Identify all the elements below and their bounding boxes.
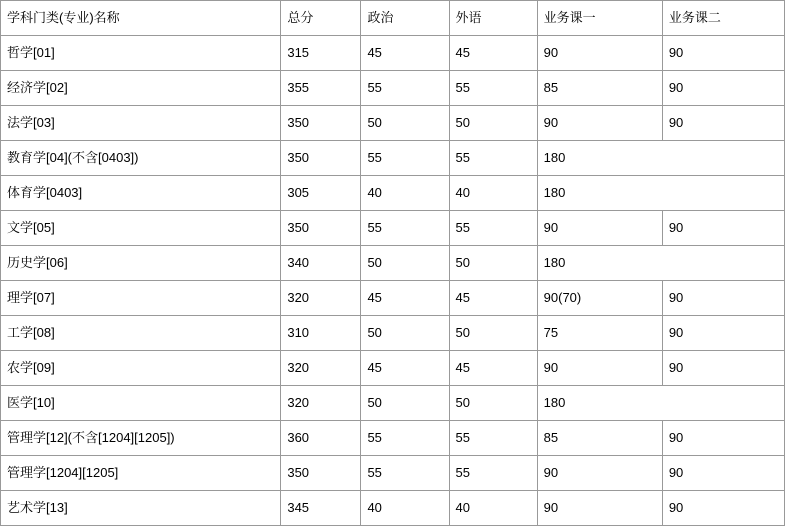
cell-course-one: 90 xyxy=(537,36,662,71)
cell-course-one: 180 xyxy=(537,176,784,211)
cell-discipline: 管理学[1204][1205] xyxy=(1,456,281,491)
cell-discipline: 哲学[01] xyxy=(1,36,281,71)
table-row xyxy=(1,106,785,141)
cell-course-one: 85 xyxy=(537,421,662,456)
cell-foreign-language: 55 xyxy=(449,141,537,176)
cell-politics: 50 xyxy=(361,246,449,281)
cell-course-two: 90 xyxy=(662,281,784,316)
cell-total: 360 xyxy=(281,421,361,456)
cell-total: 345 xyxy=(281,491,361,526)
cell-course-two: 90 xyxy=(662,36,784,71)
cell-discipline: 历史学[06] xyxy=(1,246,281,281)
column-header-total: 总分 xyxy=(281,1,361,36)
cell-total: 315 xyxy=(281,36,361,71)
cell-discipline: 管理学[12](不含[1204][1205]) xyxy=(1,421,281,456)
cell-foreign-language: 50 xyxy=(449,316,537,351)
cell-foreign-language: 40 xyxy=(449,491,537,526)
cell-course-two: 90 xyxy=(662,71,784,106)
table-row xyxy=(1,386,785,421)
table-row xyxy=(1,456,785,491)
table-row xyxy=(1,176,785,211)
cell-foreign-language: 50 xyxy=(449,386,537,421)
cell-course-one: 90 xyxy=(537,106,662,141)
cell-total: 320 xyxy=(281,281,361,316)
table-body xyxy=(1,36,785,526)
cell-discipline: 医学[10] xyxy=(1,386,281,421)
cell-course-one: 90 xyxy=(537,491,662,526)
cell-politics: 45 xyxy=(361,351,449,386)
cell-foreign-language: 50 xyxy=(449,246,537,281)
cell-politics: 55 xyxy=(361,211,449,246)
table-header-row xyxy=(1,1,785,36)
cell-total: 320 xyxy=(281,351,361,386)
cell-course-two: 90 xyxy=(662,106,784,141)
table-row xyxy=(1,211,785,246)
cell-politics: 40 xyxy=(361,491,449,526)
cell-course-one: 90(70) xyxy=(537,281,662,316)
cell-discipline: 文学[05] xyxy=(1,211,281,246)
cell-foreign-language: 45 xyxy=(449,351,537,386)
cell-course-one: 180 xyxy=(537,386,784,421)
cell-politics: 45 xyxy=(361,36,449,71)
cell-total: 350 xyxy=(281,456,361,491)
cell-foreign-language: 50 xyxy=(449,106,537,141)
cell-foreign-language: 55 xyxy=(449,456,537,491)
cell-discipline: 艺术学[13] xyxy=(1,491,281,526)
cell-foreign-language: 55 xyxy=(449,71,537,106)
table-row xyxy=(1,71,785,106)
cell-course-one: 90 xyxy=(537,211,662,246)
table-row xyxy=(1,141,785,176)
cell-course-one: 75 xyxy=(537,316,662,351)
cell-foreign-language: 45 xyxy=(449,36,537,71)
column-header-course-two: 业务课二 xyxy=(662,1,784,36)
cell-course-two: 90 xyxy=(662,211,784,246)
cell-course-one: 180 xyxy=(537,141,784,176)
cell-discipline: 工学[08] xyxy=(1,316,281,351)
cell-total: 320 xyxy=(281,386,361,421)
cell-course-two: 90 xyxy=(662,316,784,351)
cell-discipline: 经济学[02] xyxy=(1,71,281,106)
cell-politics: 40 xyxy=(361,176,449,211)
column-header-course-one: 业务课一 xyxy=(537,1,662,36)
cell-foreign-language: 55 xyxy=(449,421,537,456)
cell-politics: 50 xyxy=(361,106,449,141)
cell-total: 350 xyxy=(281,106,361,141)
cell-foreign-language: 45 xyxy=(449,281,537,316)
column-header-discipline: 学科门类(专业)名称 xyxy=(1,1,281,36)
cell-discipline: 理学[07] xyxy=(1,281,281,316)
cell-foreign-language: 55 xyxy=(449,211,537,246)
cell-course-two: 90 xyxy=(662,351,784,386)
cell-total: 305 xyxy=(281,176,361,211)
cell-politics: 50 xyxy=(361,316,449,351)
table-row xyxy=(1,36,785,71)
cell-course-one: 90 xyxy=(537,351,662,386)
cell-course-one: 85 xyxy=(537,71,662,106)
cell-politics: 55 xyxy=(361,71,449,106)
cell-discipline: 法学[03] xyxy=(1,106,281,141)
column-header-foreign-language: 外语 xyxy=(449,1,537,36)
cell-total: 340 xyxy=(281,246,361,281)
cell-course-one: 180 xyxy=(537,246,784,281)
cell-total: 355 xyxy=(281,71,361,106)
table-row xyxy=(1,351,785,386)
cell-politics: 45 xyxy=(361,281,449,316)
cell-discipline: 体育学[0403] xyxy=(1,176,281,211)
table-row xyxy=(1,281,785,316)
cell-politics: 50 xyxy=(361,386,449,421)
cell-course-one: 90 xyxy=(537,456,662,491)
cell-politics: 55 xyxy=(361,141,449,176)
cell-course-two: 90 xyxy=(662,421,784,456)
table-row xyxy=(1,316,785,351)
cell-politics: 55 xyxy=(361,421,449,456)
table-row xyxy=(1,491,785,526)
cell-course-two: 90 xyxy=(662,456,784,491)
cell-total: 350 xyxy=(281,141,361,176)
cell-total: 310 xyxy=(281,316,361,351)
cell-discipline: 农学[09] xyxy=(1,351,281,386)
cell-total: 350 xyxy=(281,211,361,246)
cell-politics: 55 xyxy=(361,456,449,491)
table-row xyxy=(1,421,785,456)
cell-course-two: 90 xyxy=(662,491,784,526)
column-header-politics: 政治 xyxy=(361,1,449,36)
table-row xyxy=(1,246,785,281)
cell-foreign-language: 40 xyxy=(449,176,537,211)
cell-discipline: 教育学[04](不含[0403]) xyxy=(1,141,281,176)
